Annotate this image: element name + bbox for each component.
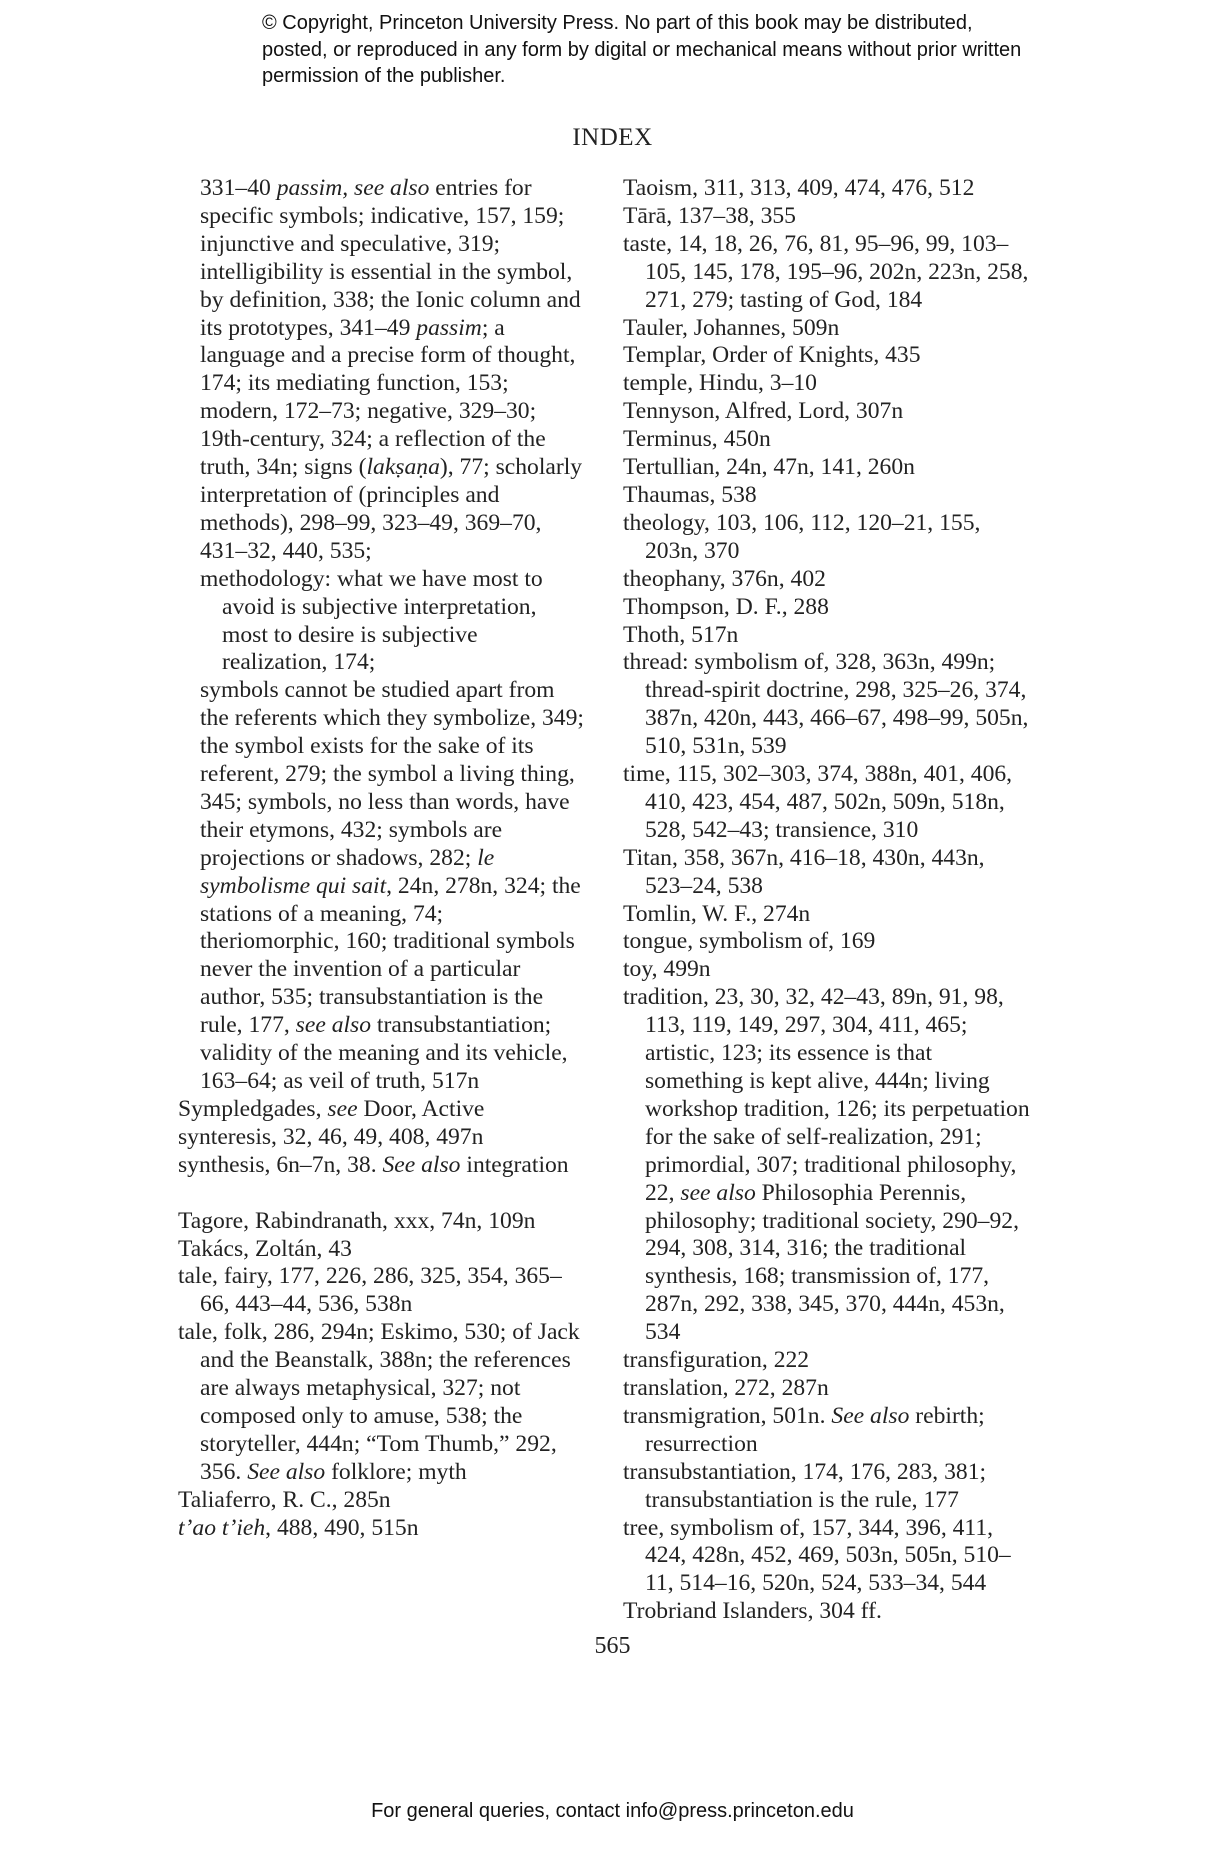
index-entry: Taoism, 311, 313, 409, 474, 476, 512 xyxy=(623,175,975,201)
copyright-notice: © Copyright, Princeton University Press. No part of this book may be distributed, posted, or reproduced in any form by digital or mechanical means without prior written permission of the publisher. xyxy=(262,12,1022,87)
index-entry: tradition, 23, 30, 32, 42–43, 89n, 91, 98, 113, 119, 149, 297, 304, 411, 465; artistic, 123; its essence is that something is kept alive, 444n; living workshop tradition, 126; its perpetuation for the sake of self-realization, 291; primordial, 307; traditional philosophy, 22, see also Philosophia Perennis, philosophy; traditional society, 290–92, 294, 308, 314, 316; the traditional synthesis, 168; transmission of, 177, 287n, 292, 338, 345, 370, 444n, 453n, 534 xyxy=(623,984,1030,1346)
index-entry: Tertullian, 24n, 47n, 141, 260n xyxy=(623,454,915,481)
section-gap xyxy=(178,1180,586,1208)
index-entry: transubstantiation, 174, 176, 283, 381; transubstantiation is the rule, 177 xyxy=(623,1458,987,1513)
index-entry: transmigration, 501n. See also rebirth; resurrection xyxy=(623,1402,985,1457)
index-entry: thread: symbolism of, 328, 363n, 499n; thread-spirit doctrine, 298, 325–26, 374, 387n, 420n, 443, 466–67, 498–99, 505n, 510, 531n, 539 xyxy=(623,649,1029,760)
index-entry: symbols cannot be studied apart from the referents which they symbolize, 349; the symbol exists for the sake of its referent, 279; the symbol a living thing, 345; symbols, no less than words, have their etymons, 432; symbols are projections or shadows, 282; le symbolisme qui sait, 24n, 278n, 324; the stations of a meaning, 74; theriomorphic, 160; traditional symbols never the invention of a particular author, 535; transubstantiation is the rule, 177, see also transubstantiation; validity of the meaning and its vehicle, 163–64; as veil of truth, 517n xyxy=(200,677,584,1094)
index-entry: synteresis, 32, 46, 49, 408, 497n xyxy=(178,1123,484,1150)
index-entry: Tennyson, Alfred, Lord, 307n xyxy=(623,398,904,425)
page-header: INDEX xyxy=(572,124,653,151)
index-entry: Trobriand Islanders, 304 ff. xyxy=(623,1598,882,1625)
index-entry: tongue, symbolism of, 169 xyxy=(623,928,876,955)
index-entry: Thoth, 517n xyxy=(623,621,739,648)
index-entry: transfiguration, 222 xyxy=(623,1347,810,1374)
index-entry: Tomlin, W. F., 274n xyxy=(623,900,811,927)
index-entry: Tagore, Rabindranath, xxx, 74n, 109n xyxy=(178,1207,536,1234)
index-entry: theophany, 376n, 402 xyxy=(623,565,826,592)
index-column-right xyxy=(623,175,1035,1626)
index-entry: Titan, 358, 367n, 416–18, 430n, 443n, 523–24, 538 xyxy=(623,844,985,899)
index-entry: Thompson, D. F., 288 xyxy=(623,593,829,620)
index-entry: Sympledgades, see Door, Active xyxy=(178,1095,485,1122)
index-entry: Terminus, 450n xyxy=(623,426,771,453)
index-entry: Tārā, 137–38, 355 xyxy=(623,202,796,229)
index-column-left xyxy=(178,175,586,1543)
index-entry: time, 115, 302–303, 374, 388n, 401, 406, 410, 423, 454, 487, 502n, 509n, 518n, 528, 542–43; transience, 310 xyxy=(623,761,1013,843)
index-entry: tale, fairy, 177, 226, 286, 325, 354, 365–66, 443–44, 536, 538n xyxy=(178,1263,562,1318)
index-entry: taste, 14, 18, 26, 76, 81, 95–96, 99, 103–105, 145, 178, 195–96, 202n, 223n, 258, 271, 279; tasting of God, 184 xyxy=(623,230,1029,313)
index-entry: Tauler, Johannes, 509n xyxy=(623,314,840,341)
index-entry: toy, 499n xyxy=(623,956,711,983)
index-entry: theology, 103, 106, 112, 120–21, 155, 203n, 370 xyxy=(623,509,981,564)
index-entry: translation, 272, 287n xyxy=(623,1374,829,1401)
index-entry: methodology: what we have most to avoid is subjective interpretation, most to desire is subjective realization, 174; xyxy=(200,565,543,676)
index-entry: Takács, Zoltán, 43 xyxy=(178,1235,352,1262)
index-entry: tree, symbolism of, 157, 344, 396, 411, 424, 428n, 452, 469, 503n, 505n, 510–11, 514–16, 520n, 524, 533–34, 544 xyxy=(623,1514,1011,1597)
footer-contact: For general queries, contact info@press.princeton.edu xyxy=(371,1800,854,1822)
index-entry: 331–40 passim, see also entries for specific symbols; indicative, 157, 159; injunctive and speculative, 319; intelligibility is essential in the symbol, by definition, 338; the Ionic column and its prototypes, 341–49 passim; a language and a precise form of thought, 174; its mediating function, 153; modern, 172–73; negative, 329–30; 19th-century, 324; a reflection of the truth, 34n; signs (lakṣaṇa), 77; scholarly interpretation of (principles and methods), 298–99, 323–49, 369–70, 431–32, 440, 535; xyxy=(200,175,583,564)
index-entry: temple, Hindu, 3–10 xyxy=(623,370,817,397)
index-entry: Templar, Order of Knights, 435 xyxy=(623,342,921,369)
index-entry: Thaumas, 538 xyxy=(623,481,757,508)
index-entry: Taliaferro, R. C., 285n xyxy=(178,1486,391,1513)
index-entry: t’ao t’ieh, 488, 490, 515n xyxy=(178,1514,419,1541)
page-number: 565 xyxy=(594,1633,631,1659)
index-entry: tale, folk, 286, 294n; Eskimo, 530; of Jack and the Beanstalk, 388n; the references are always metaphysical, 327; not composed only to amuse, 538; the storyteller, 444n; “Tom Thumb,” 292, 356. See also folklore; myth xyxy=(178,1319,580,1485)
index-entry: synthesis, 6n–7n, 38. See also integration xyxy=(178,1151,569,1178)
